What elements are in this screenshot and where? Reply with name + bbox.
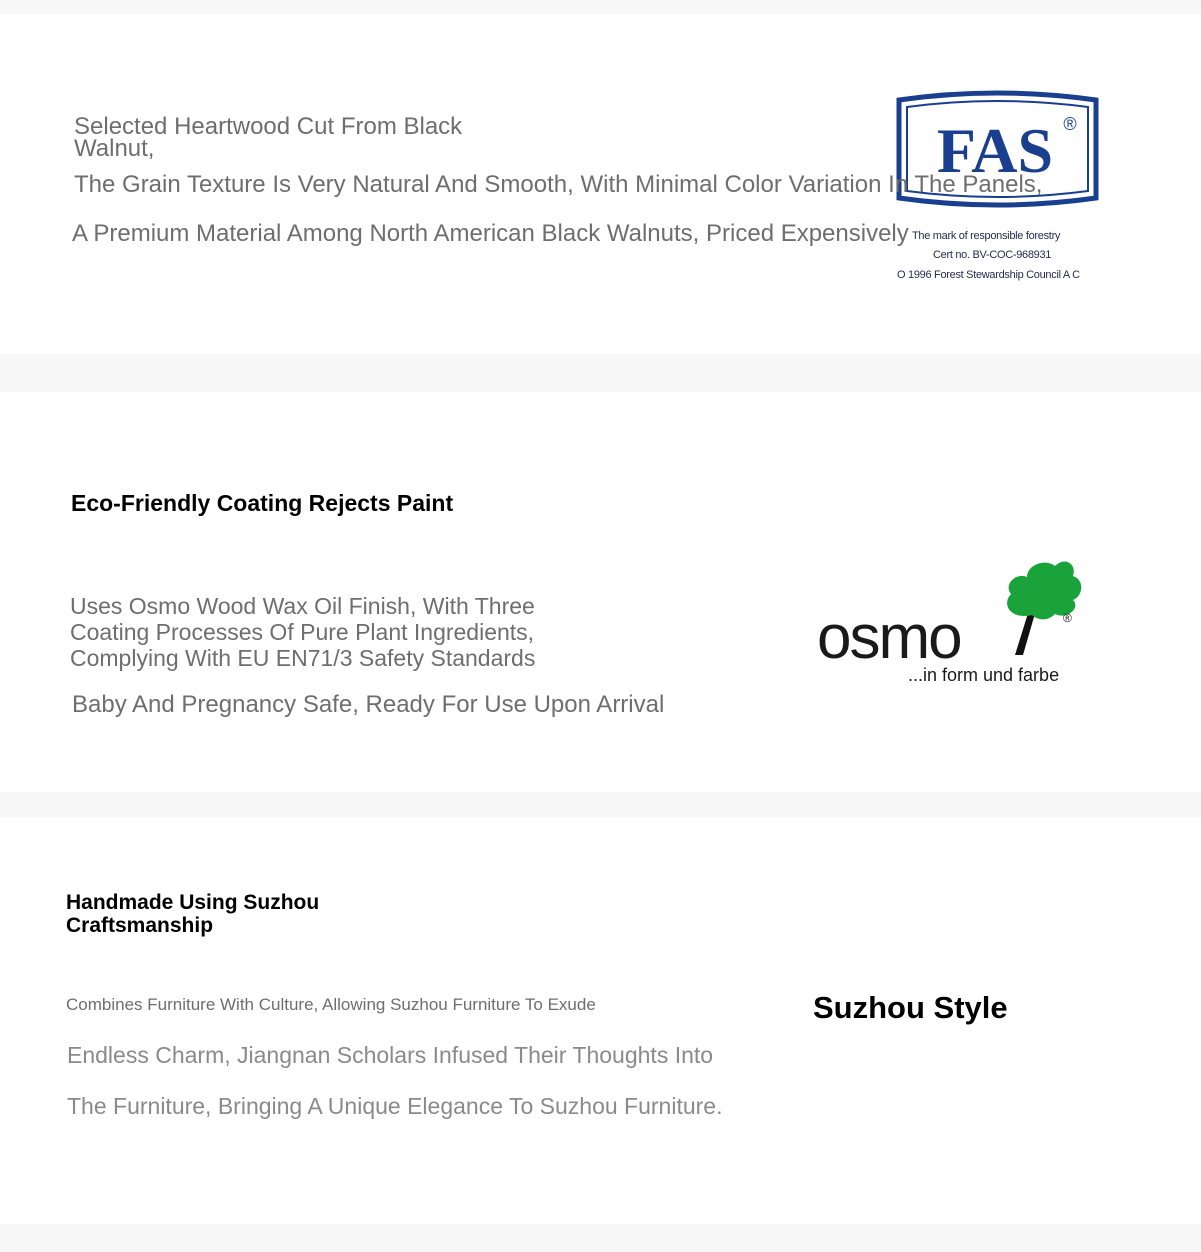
suzhou-heading-line1: Handmade Using Suzhou	[66, 891, 320, 914]
fas-caption1: The mark of responsible forestry	[912, 230, 1061, 242]
osmo-logo	[815, 550, 1090, 690]
fas-caption3: O 1996 Forest Stewardship Council A C	[897, 269, 1080, 281]
suzhou-line1: Combines Furniture With Culture, Allowing Suzhou Furniture To Exude	[66, 995, 596, 1014]
osmo-text: osmo	[817, 603, 961, 672]
osmo-registered: ®	[1063, 611, 1072, 625]
heartwood-heading-line1: Selected Heartwood Cut From Black	[74, 113, 463, 140]
fas-caption2: Cert no. BV-COC-968931	[933, 249, 1052, 261]
heartwood-line3: A Premium Material Among North American Black Walnuts, Priced Expensively	[72, 220, 909, 247]
separator-band	[0, 354, 1201, 392]
osmo-tree-logo-icon	[815, 550, 1090, 690]
suzhou-side-label: Suzhou Style	[813, 990, 1008, 1025]
fas-registered: ®	[1063, 114, 1077, 134]
heartwood-heading-line2: Walnut,	[74, 135, 155, 162]
separator-band	[0, 792, 1201, 817]
top-band	[0, 0, 1201, 14]
suzhou-heading-line2: Craftsmanship	[66, 914, 214, 937]
eco-body-line3: Complying With EU EN71/3 Safety Standards	[70, 645, 536, 671]
bottom-band	[0, 1224, 1201, 1252]
suzhou-line3: The Furniture, Bringing A Unique Elegance To Suzhou Furniture.	[67, 1093, 723, 1119]
heartwood-line2: The Grain Texture Is Very Natural And Smooth, With Minimal Color Variation In The Panels,	[74, 171, 1043, 198]
osmo-tagline: ...in form und farbe	[908, 665, 1060, 685]
suzhou-line2: Endless Charm, Jiangnan Scholars Infused Their Thoughts Into	[67, 1042, 714, 1068]
fas-text: FAS	[936, 115, 1054, 186]
eco-line4: Baby And Pregnancy Safe, Ready For Use Upon Arrival	[72, 691, 665, 718]
eco-body-line2: Coating Processes Of Pure Plant Ingredients,	[70, 619, 535, 645]
eco-body-line1: Uses Osmo Wood Wax Oil Finish, With Three	[70, 593, 535, 619]
eco-heading: Eco-Friendly Coating Rejects Paint	[71, 490, 454, 516]
